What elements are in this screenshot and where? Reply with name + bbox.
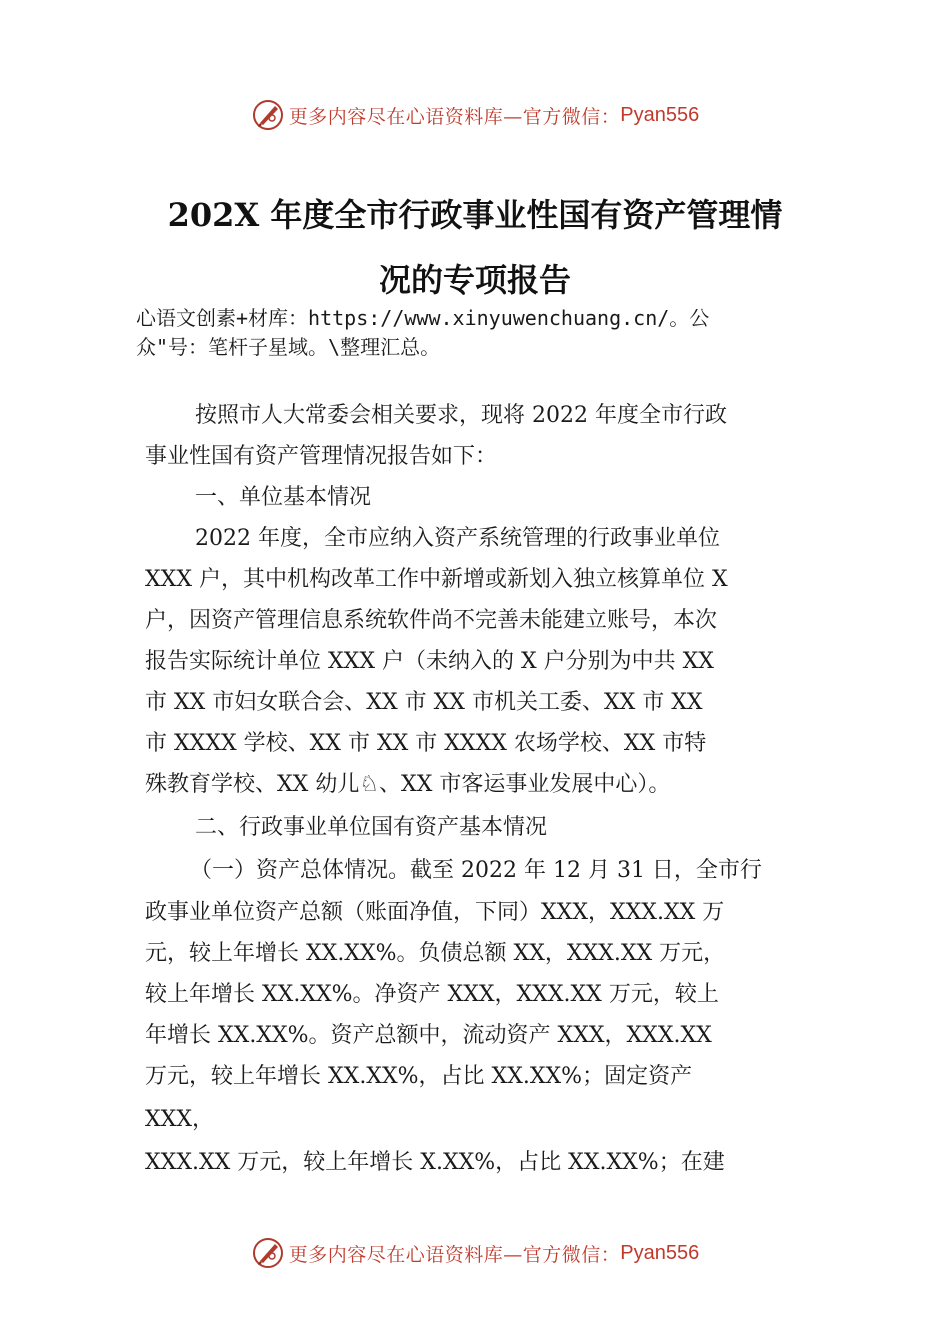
body-line: 元，较上年增长 XX.XX%。负债总额 XX，XXX.XX 万元， (145, 941, 726, 966)
quill-pen-logo-icon (251, 98, 285, 132)
body-line: XXX.XX 万元，较上年增长 X.XX%，占比 XX.XX%；在建 (145, 1150, 725, 1175)
document-title-line-1: 202X 年度全市行政事业性国有资产管理情 (167, 196, 783, 234)
body-line: 报告实际统计单位 XXX 户（未纳入的 X 户分别为中共 XX (145, 649, 714, 674)
body-line: 事业性国有资产管理情况报告如下： (145, 444, 498, 469)
document-title-line-2: 况的专项报告 (378, 261, 571, 299)
body-line: 市 XX 市妇女联合会、XX 市 XX 市机关工委、XX 市 XX (145, 690, 703, 715)
body-line: （一）资产总体情况。截至 2022 年 12 月 31 日，全市行 (190, 858, 762, 883)
quill-pen-logo-icon (251, 1236, 285, 1270)
body-line: XXX 户，其中机构改革工作中新增或新划入独立核算单位 X (145, 567, 728, 592)
header-banner (0, 95, 950, 135)
banner-wechat-id: Pyan556 (620, 103, 700, 126)
body-line: XXX， (145, 1107, 214, 1132)
body-line: 万元，较上年增长 XX.XX%，占比 XX.XX%；固定资产 (145, 1064, 693, 1089)
body-line: 市 XXXX 学校、XX 市 XX 市 XXXX 农场学校、XX 市特 (145, 731, 707, 756)
section-heading: 一、单位基本情况 (195, 485, 372, 510)
body-line: 2022 年度，全市应纳入资产系统管理的行政事业单位 (195, 526, 720, 551)
banner-text: 更多内容尽在心语资料库—官方微信： (288, 105, 621, 128)
body-line: 年增长 XX.XX%。资产总额中，流动资产 XXX，XXX.XX (145, 1023, 712, 1048)
body-line: 政事业单位资产总额（账面净值，下同）XXX，XXX.XX 万 (145, 900, 725, 925)
banner-wechat-id: Pyan556 (620, 1241, 700, 1264)
body-line: 较上年增长 XX.XX%。净资产 XXX，XXX.XX 万元，较上 (145, 982, 719, 1007)
body-line: 按照市人大常委会相关要求，现将 2022 年度全市行政 (195, 403, 727, 428)
footer-banner (0, 1233, 950, 1273)
body-line: 户，因资产管理信息系统软件尚不完善未能建立账号，本次 (145, 608, 718, 633)
source-note-line-2: 众"号：笔杆子星域。\整理汇总。 (136, 335, 441, 359)
body-line: 殊教育学校、XX 幼儿♘、XX 市客运事业发展中心）。 (145, 772, 671, 797)
section-heading: 二、行政事业单位国有资产基本情况 (195, 815, 548, 840)
source-note-line-1: 心语文创素+材库：https://www.xinyuwenchuang.cn/。公 (136, 306, 710, 330)
banner-text: 更多内容尽在心语资料库—官方微信： (288, 1243, 621, 1266)
